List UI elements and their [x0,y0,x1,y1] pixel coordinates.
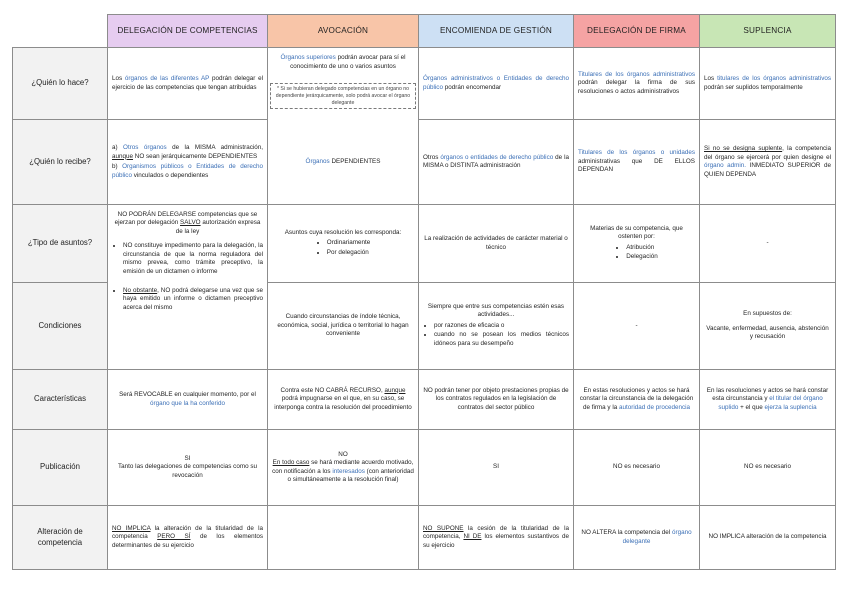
cond-delegacion-list [112,287,263,313]
row-label-quien-recibe: ¿Quién lo recibe? [13,120,108,205]
text: DEPENDIENTES [329,157,381,165]
text-highlight: Organismos públicos o Entidades de derecho público [112,163,263,179]
text: En estas resoluciones y actos se hará constar la circunstancia de la delegación de firma y la [579,386,694,411]
cell-recibe-avocacion [268,120,419,205]
row-tipo-asuntos [13,205,836,283]
row-publicacion [13,430,836,506]
row-label-condiciones: Condiciones [13,283,108,370]
text-highlight: órganos de las diferentes AP [124,75,210,82]
text: autorización expresa de la ley [175,219,261,235]
text: podrán encomendar [442,83,502,91]
cell-tipo-avocacion [268,205,419,283]
header-suplencia: SUPLENCIA [700,15,836,48]
row-label-publicacion: Publicación [13,430,108,506]
cell-hace-suplencia [700,48,836,120]
text: podrán delegar el ejercicio de las competencias que tengan atribuidas [112,75,264,91]
text: los elementos sustantivos de su ejercicio [423,533,569,549]
cell-recibe-encomienda [419,120,574,205]
cond-encomienda-list [423,322,569,349]
row-label-caracteristicas: Características [13,370,108,430]
cell-car-delegacion [108,370,268,430]
cell-pub-avocacion [268,430,419,506]
text: (con anterioridad o simultáneamente a la resolución final) [287,467,414,483]
header-encomienda-gestion: ENCOMIENDA DE GESTIÓN [419,15,574,48]
text: de los elementos determinantes de su ejercicio [112,533,264,549]
text-underline: Si no se designa suplente [704,145,783,152]
cell-hace-avocacion [268,48,419,120]
row-condiciones [13,283,836,370]
header-delegacion-firma: DELEGACIÓN DE FIRMA [574,15,700,48]
cell-hace-firma [574,48,700,120]
text: En supuestos de: [743,310,792,318]
tipo-delegacion-list [112,242,263,276]
cell-hace-delegacion [108,48,268,120]
text-underline: NO SUPONE [423,524,464,532]
list-item: • NO constituye impedimento para la delegación, la circunstancia de que la norma reguladora del mismo prevea, como trámite preceptivo, la emisión de un dictamen o informe [123,242,263,276]
text: , la competencia del órgano se ejercerá por quien designe el [704,145,831,161]
header-delegacion-competencias: DELEGACIÓN DE COMPETENCIAS [108,15,268,48]
text: a) [112,144,124,151]
text-underline: No obstante [123,286,158,294]
row-alteracion [13,506,836,570]
list-item: • Delegación [626,253,658,262]
cell-pub-delegacion [108,430,268,506]
list-item [123,287,263,313]
text: , NO podrá delegarse una vez que se haya emitido un informe o dictamen preceptivo acerca del mismo [123,286,263,311]
text: INMEDIATO SUPERIOR de QUIEN DEPENDA [704,162,831,178]
text-highlight: interesados [332,467,365,475]
text-highlight: autoridad de procedencia [618,403,691,411]
text-highlight: Órganos [305,157,330,165]
cell-recibe-delegacion [108,120,268,205]
comparison-table [12,14,836,570]
text-highlight: órgano delegante [622,529,692,545]
text-underline: En todo caso [272,459,310,466]
text: Asuntos cuya resolución les corresponda: [284,228,402,236]
text-highlight: Otros órganos [123,144,167,151]
text: podrá impugnarse en el que, en su caso, se interponga contra la resolución del procedimiento [274,395,412,411]
text: NO PODRÁN DELEGARSE competencias que se ejerzan por delegación [114,210,258,226]
list-item: • por razones de eficacia o [434,322,569,331]
cell-alt-firma [574,506,700,570]
cell-hace-encomienda [419,48,574,120]
text: Contra este NO CABRÁ RECURSO, [280,386,385,394]
cell-alt-suplencia: NO IMPLICA alteración de la competencia [700,506,836,570]
cell-cond-suplencia [700,283,836,370]
text: SI [184,454,191,462]
text: podrán avocar para sí el conocimiento de uno o varios asuntos [290,54,406,70]
text-underline: NI DE [463,533,482,541]
tipo-firma-list [615,244,658,263]
cell-cond-avocacion: Cuando circunstancias de índole técnica, económica, social, jurídica o territorial lo hagan conveniente [268,283,419,370]
text: En las resoluciones y actos se hará constar esta circunstancia y [706,386,829,403]
text: Materias de su competencia, que ostenten por: [590,224,683,240]
cell-tipo-firma [574,205,700,283]
list-item: • Atribución [626,244,658,253]
cell-recibe-firma [574,120,700,205]
text-highlight: titulares de los órganos administrativos [717,75,831,82]
text: la alteración de la titularidad de la competencia [112,524,263,541]
text: podrán delegar la firma de sus resoluciones o actos administrativos [578,79,695,95]
text-highlight: Titulares de los órganos o unidades [578,149,695,157]
header-row [13,15,836,48]
cell-car-firma [574,370,700,430]
text: Los [112,75,125,82]
list-item: • Ordinariamente [327,239,370,248]
cell-cond-encomienda [419,283,574,370]
cell-car-encomienda: NO podrán tener por objeto prestaciones propias de los contratos regulados en la legislación de contratos del sector público [419,370,574,430]
text: b) [112,163,123,170]
cell-alt-delegacion [108,506,268,570]
row-quien-recibe [13,120,836,205]
text-highlight: ejerza la suplencia [764,403,817,411]
row-label-alteracion: Alteración de competencia [13,506,108,570]
cell-tipo-encomienda: La realización de actividades de carácter material o técnico [419,205,574,283]
text-underline: SALVO [180,219,201,226]
text: administrativas que DE ELLOS DEPENDAN [578,157,695,174]
tipo-avocacion-list [316,239,370,258]
cell-car-avocacion [268,370,419,430]
text: la cesión de la titularidad de la competencia, [423,524,569,541]
row-caracteristicas [13,370,836,430]
cell-cond-delegacion [108,283,268,370]
text: Los [704,75,718,82]
text: vinculados o dependientes [131,171,209,179]
text-underline: aunque [112,152,134,160]
cell-recibe-suplencia [700,120,836,205]
header-avocacion: AVOCACIÓN [268,15,419,48]
cell-pub-suplencia: NO es necesario [700,430,836,506]
text-highlight: órgano admin. [704,162,747,169]
cell-pub-encomienda: SI [419,430,574,506]
cell-cond-firma: - [574,283,700,370]
text: NO [338,450,348,458]
text: NO ALTERA la competencia del [581,529,672,536]
row-quien-hace [13,48,836,120]
cell-pub-firma: NO es necesario [574,430,700,506]
cell-alt-avocacion [268,506,419,570]
text-highlight: Titulares de los órganos administrativos [578,70,695,78]
list-item: • Por delegación [327,249,370,258]
text: Siempre que entre sus competencias estén esas actividades... [427,302,565,319]
text: Será REVOCABLE en cualquier momento, por el [119,391,256,398]
list-item: • cuando no se posean los medios técnicos idóneos para su desempeño [434,331,569,348]
row-label-tipo-asuntos: ¿Tipo de asuntos? [13,205,108,283]
cell-tipo-suplencia: - [700,205,836,283]
text-highlight: órganos o entidades de derecho público [440,153,554,161]
avocacion-note-box: * Si se hubieran delegado competencias en un órgano no dependiente jerárquicamente, solo podrá avocar el órgano delegante [270,83,416,109]
text-underline: aunque [384,386,406,394]
text-underline: NO IMPLICA [112,524,151,532]
text: de la MISMA o DISTINTA administración [423,153,570,169]
text-highlight: Órganos administrativos o Entidades de derecho público [423,75,569,91]
corner-cell [13,15,108,48]
text: Otros [423,153,441,161]
cell-alt-encomienda [419,506,574,570]
text-highlight: el titular del órgano suplido [718,395,823,411]
text: se hará mediante acuerdo motivado, con notificación a los [272,459,414,475]
text: podrán ser suplidos temporalmente [704,83,803,91]
text: Tanto las delegaciones de competencias como su revocación [118,463,257,479]
text: de la MISMA administración, [166,144,263,151]
recibe-delegacion-a [112,144,263,161]
text: NO sean jerárquicamente DEPENDIENTES [133,152,258,160]
text: Vacante, enfermedad, ausencia, abstención y recusación [706,324,829,341]
cell-car-suplencia [700,370,836,430]
recibe-delegacion-b [112,163,263,180]
text-highlight: Órganos superiores [280,54,336,61]
cell-tipo-delegacion [108,205,268,283]
text-highlight: órgano que la ha conferido [150,399,225,407]
text-underline: PERO SÍ [157,533,191,541]
text: + el que [738,403,765,411]
row-label-quien-hace: ¿Quién lo hace? [13,48,108,120]
